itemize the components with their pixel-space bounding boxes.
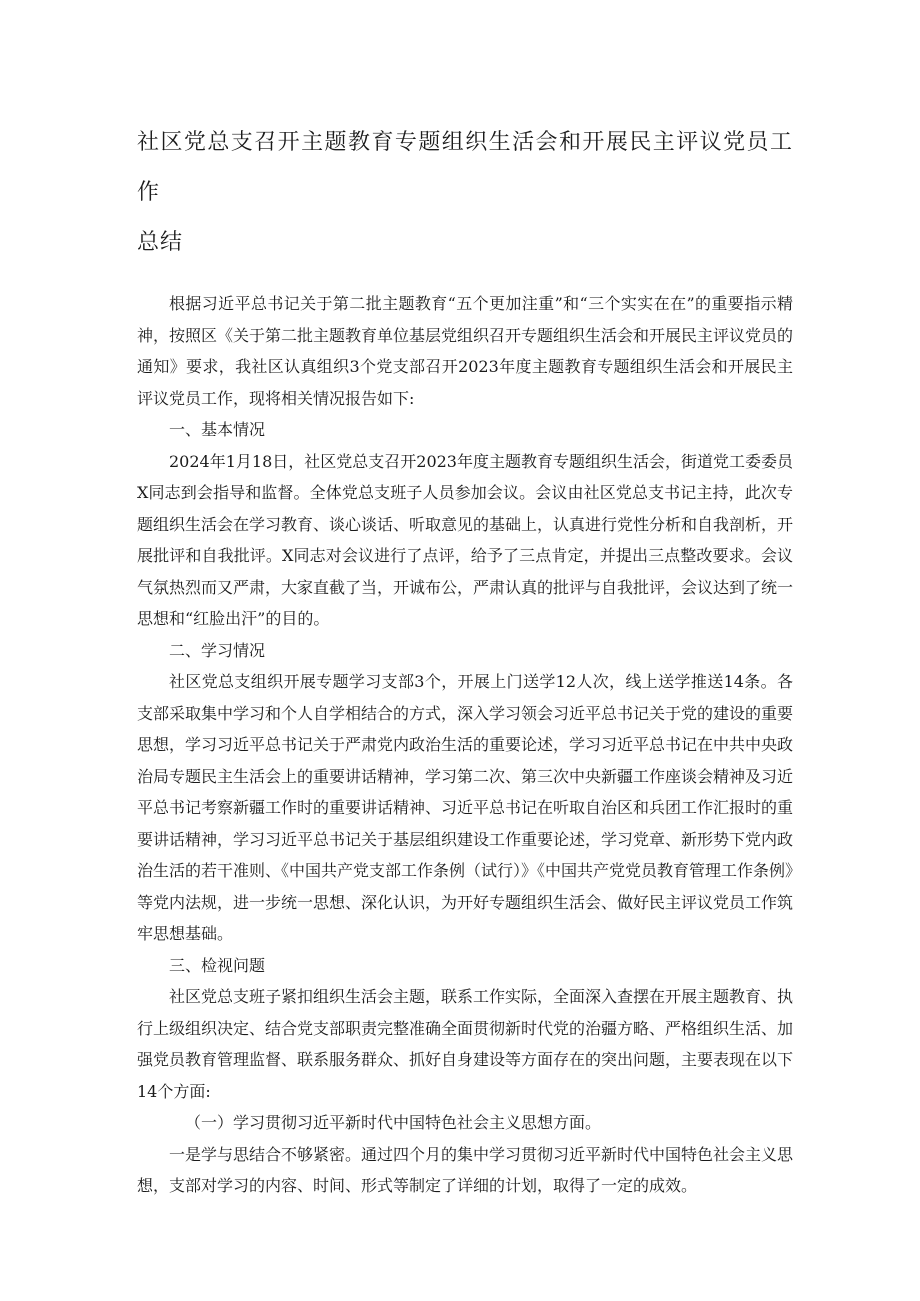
section-heading-study: 二、学习情况 [169, 640, 266, 660]
title-line-1: 社区党总支召开主题教育专题组织生活会和开展民主评议党员工作 [137, 130, 793, 205]
section-heading-basic: 一、基本情况 [169, 420, 266, 439]
issues-paragraph: 社区党总支班子紧扣组织生活会主题，联系工作实际，全面深入查摆在开展主题教育、执行上级组织决定、结合党支部职责完整准确全面贯彻新时代党的治疆方略、严格组织生活、加强党员教育管理监督、联系服务群众、抓好自身建设等方面存在的突出问题，主要表现在以下14个方面: [137, 987, 794, 1101]
title-line-2: 总结 [137, 230, 184, 255]
subsection-heading-1: （一）学习贯彻习近平新时代中国特色社会主义思想方面。 [185, 1113, 602, 1132]
intro-paragraph: 根据习近平总书记关于第二批主题教育“五个更加注重”和“三个实实在在”的重要指示精神，按照区《关于第二批主题教育单位基层党组织召开专题组织生活会和开展民主评议党员的通知》要求，我社区认真组织3个党支部召开2023年度主题教育专题组织生活会和开展民主评议党员工作，现将相关情况报告如下: [137, 294, 794, 408]
study-situation-paragraph: 社区党总支组织开展专题学习支部3个，开展上门送学12人次，线上送学推送14条。各支部采取集中学习和个人自学相结合的方式，深入学习领会习近平总书记关于党的建设的重要思想，学习习近平总书记关于严肃党内政治生活的重要论述，学习习近平总书记在中共中央政治局专题民主生活会上的重要讲话精神，学习第二次、第三次中央新疆工作座谈会精神及习近平总书记考察新疆工作时的重要讲话精神、习近平总书记在听取自治区和兵团工作汇报时的重要讲话精神，学习习近平总书记关于基层组织建设工作重要论述，学习党章、新形势下党内政治生活的若干准则、《中国共产党支部工作条例（试行）》《中国共产党党员教育管理工作条例》等党内法规，进一步统一思想、深化认识，为开好专题组织生活会、做好民主评议党员工作筑牢思想基础。 [137, 672, 794, 943]
issue-1-paragraph: 一是学与思结合不够紧密。通过四个月的集中学习贯彻习近平新时代中国特色社会主义思想，支部对学习的内容、时间、形式等制定了详细的计划，取得了一定的成效。 [137, 1144, 794, 1195]
document-page [137, 118, 793, 1202]
section-heading-issues: 三、检视问题 [169, 955, 266, 975]
basic-situation-paragraph: 2024年1月18日，社区党总支召开2023年度主题教育专题组织生活会，街道党工委委员X同志到会指导和监督。全体党总支班子人员参加会议。会议由社区党总支书记主持，此次专题组织生活会在学习教育、谈心谈话、听取意见的基础上，认真进行党性分析和自我剖析，开展批评和自我批评。X同志对会议进行了点评，给予了三点肯定，并提出三点整改要求。会议气氛热烈而又严肃，大家直截了当，开诚布公，严肃认真的批评与自我批评，会议达到了统一思想和“红脸出汗”的目的。 [137, 451, 794, 628]
document-title [137, 118, 793, 268]
